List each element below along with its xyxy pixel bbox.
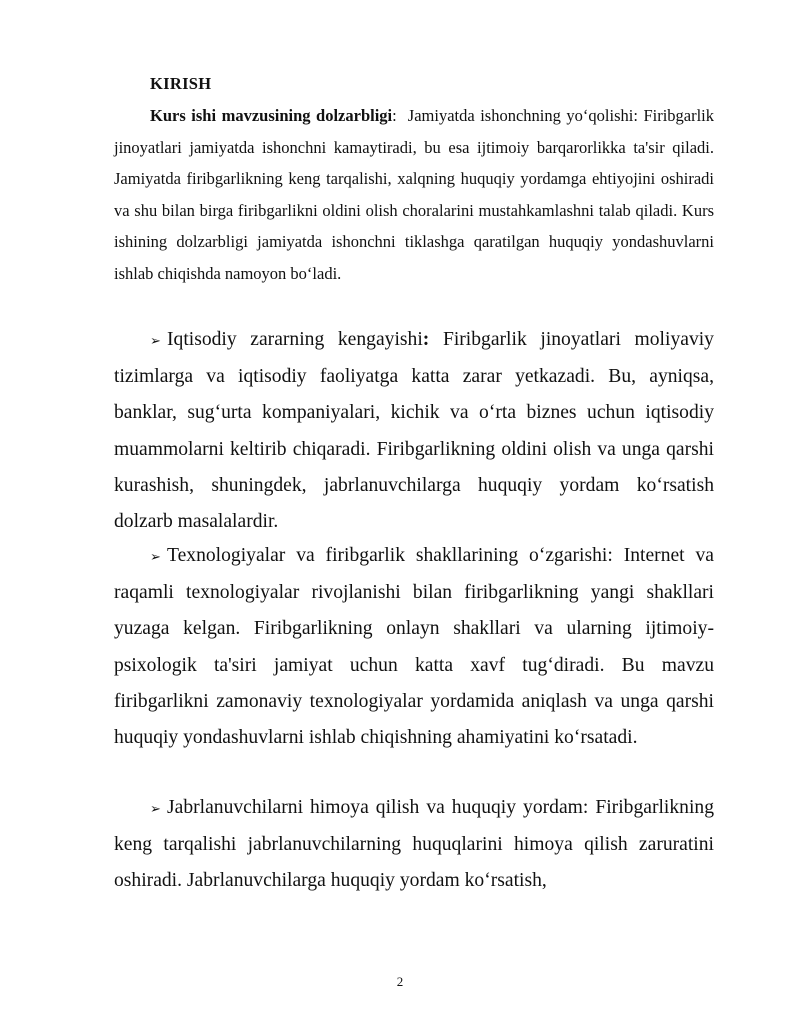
bullet-title-colon: : bbox=[422, 329, 430, 350]
intro-lead: Kurs ishi mavzusining dolzarbligi bbox=[150, 106, 393, 125]
page-number: 2 bbox=[396, 974, 404, 989]
bullet-paragraph-1 bbox=[114, 322, 714, 540]
bullet-paragraph-2 bbox=[114, 538, 714, 756]
arrow-bullet-icon: ➢ bbox=[150, 333, 161, 348]
section-heading: KIRISH bbox=[150, 74, 212, 93]
bullet-text: Internet va raqamli texnologiyalar rivojlanishi bilan firibgarlikning yangi shakllari yuzaga kelgan. Firibgarlikning onlayn shakllari va ularning ijtimoiy-psixologik ta'siri jamiyat uchun katta xavf tug‘diradi. Bu mavzu firibgarlikni zamonaviy texnologiyalar yordamida aniqlash va unga qarshi huquqiy yondashuvlarni ishlab chiqishning ahamiyatini ko‘rsatadi. bbox=[114, 545, 714, 749]
bullet-title: Iqtisodiy zararning kengayishi bbox=[167, 329, 423, 350]
bullet-title: Jabrlanuvchilarni himoya qilish va huquqiy yordam bbox=[167, 797, 583, 818]
intro-paragraph bbox=[114, 100, 714, 290]
bullet-title-colon: : bbox=[607, 545, 613, 566]
bullet-title: Texnologiyalar va firibgarlik shakllarining o‘zgarishi bbox=[167, 545, 608, 566]
arrow-bullet-icon: ➢ bbox=[150, 801, 161, 816]
arrow-bullet-icon: ➢ bbox=[150, 549, 161, 564]
intro-lead-colon: : bbox=[392, 106, 397, 125]
bullet-paragraph-3 bbox=[114, 790, 714, 900]
bullet-text: Firibgarlik jinoyatlari moliyaviy tizimlarga va iqtisodiy faoliyatga katta zarar yetkazadi. Bu, ayniqsa, banklar, sug‘urta kompaniyalari, kichik va o‘rta biznes uchun iqtisodiy muammolarni keltirib chiqaradi. Firibgarlikning oldini olish va unga qarshi kurashish, shuningdek, jabrlanuvchilarga huquqiy yordam ko‘rsatish dolzarb masalalardir. bbox=[114, 329, 714, 533]
bullet-text: Firibgarlikning keng tarqalishi jabrlanuvchilarning huquqlarini himoya qilish zaruratini oshiradi. Jabrlanuvchilarga huquqiy yordam ko‘rsatish, bbox=[114, 797, 714, 892]
bullet-title-colon: : bbox=[582, 797, 589, 818]
intro-text: Jamiyatda ishonchning yo‘qolishi: Firibgarlik jinoyatlari jamiyatda ishonchni kamaytiradi, bu esa ijtimoiy barqarorlikka ta'sir qiladi. Jamiyatda firibgarlikning keng tarqalishi, xalqning huquqiy yordamga ehtiyojini oshiradi va shu bilan birga firibgarlikni oldini olish choralarini mustahkamlashni talab qiladi. Kurs ishining dolzarbligi jamiyatda ishonchni tiklashga qaratilgan huquqiy yondashuvlarni ishlab chiqishda namoyon bo‘ladi. bbox=[114, 106, 715, 283]
